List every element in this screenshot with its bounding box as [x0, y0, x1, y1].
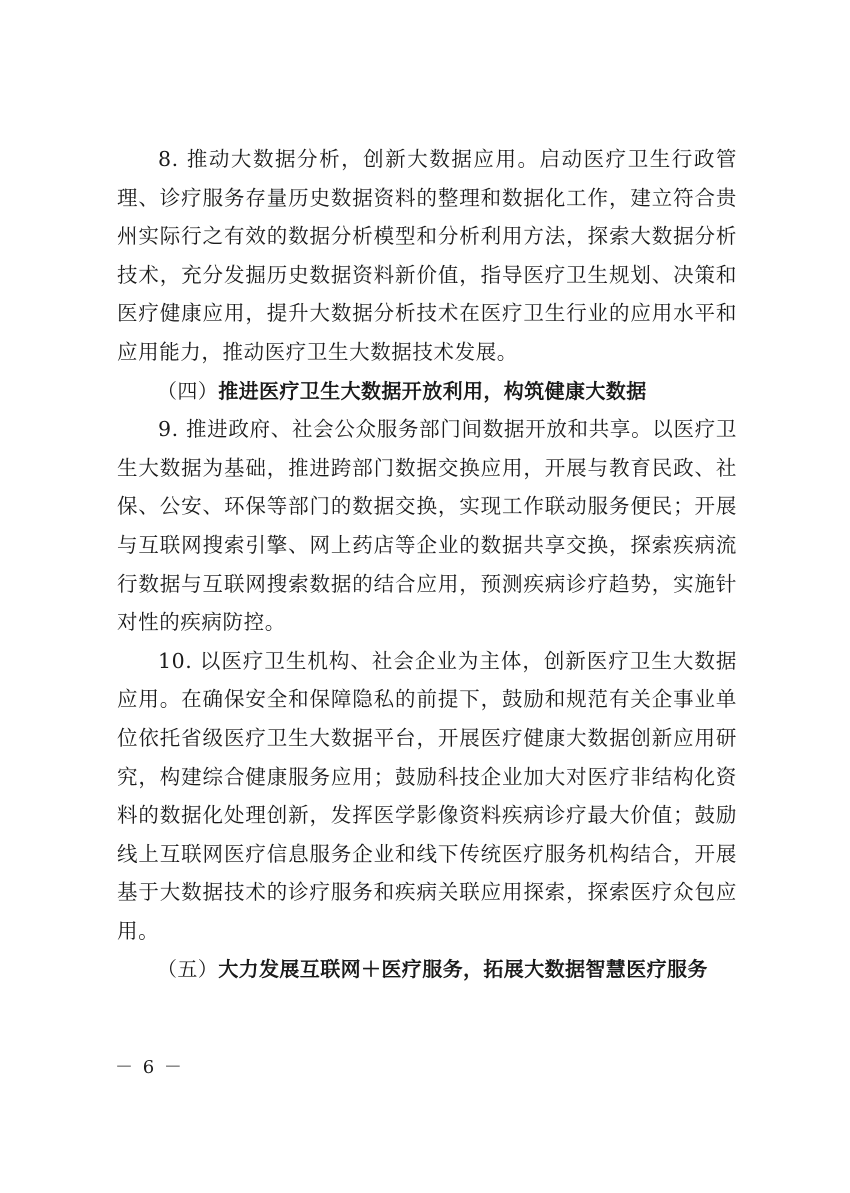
section-title: 推进医疗卫生大数据开放利用，构筑健康大数据	[218, 378, 647, 403]
section-heading-4	[117, 372, 737, 411]
body-text	[117, 140, 737, 989]
section-heading-5	[117, 950, 737, 989]
section-title: 大力发展互联网＋医疗服务，拓展大数据智慧医疗服务	[218, 957, 708, 982]
section-number: （五）	[157, 957, 219, 982]
page-number: － 6 －	[115, 1057, 184, 1078]
paragraph-8: 8. 推动大数据分析，创新大数据应用。启动医疗卫生行政管理、诊疗服务存量历史数据资料的整理和数据化工作，建立符合贵州实际行之有效的数据分析模型和分析利用方法，探索大数据分析技术，充分发掘历史数据资料新价值，指导医疗卫生规划、决策和医疗健康应用，提升大数据分析技术在医疗卫生行业的应用水平和应用能力，推动医疗卫生大数据技术发展。	[117, 147, 737, 364]
paragraph-9: 9. 推进政府、社会公众服务部门间数据开放和共享。以医疗卫生大数据为基础，推进跨部门数据交换应用，开展与教育民政、社保、公安、环保等部门的数据交换，实现工作联动服务便民；开展与互联网搜索引擎、网上药店等企业的数据共享交换，探索疾病流行数据与互联网搜索数据的结合应用，预测疾病诊疗趋势，实施针对性的疾病防控。	[117, 417, 737, 635]
section-number: （四）	[157, 378, 219, 403]
paragraph-10: 10. 以医疗卫生机构、社会企业为主体，创新医疗卫生大数据应用。在确保安全和保障隐私的前提下，鼓励和规范有关企事业单位依托省级医疗卫生大数据平台，开展医疗健康大数据创新应用研究，构建综合健康服务应用；鼓励科技企业加大对医疗非结构化资料的数据化处理创新，发挥医学影像资料疾病诊疗最大价值；鼓励线上互联网医疗信息服务企业和线下传统医疗服务机构结合，开展基于大数据技术的诊疗服务和疾病关联应用探索，探索医疗众包应用。	[117, 648, 737, 943]
